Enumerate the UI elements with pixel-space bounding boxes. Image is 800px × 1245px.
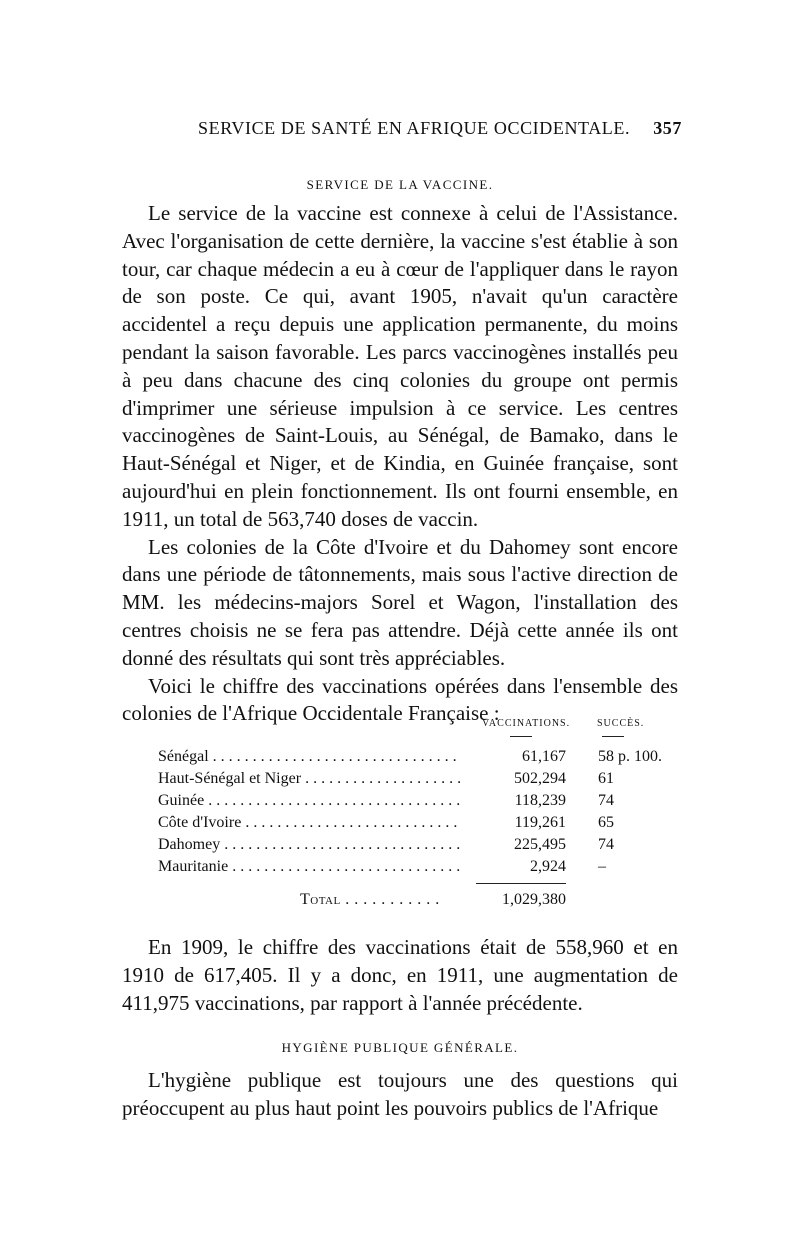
column-header-vaccinations: VACCINATIONS. [482,718,571,729]
vaccinations-value: 2,924 [530,858,566,875]
vaccinations-value: 119,261 [514,814,566,831]
running-head-title: SERVICE DE SANTÉ EN AFRIQUE OCCIDENTALE. [198,118,631,138]
total-row [300,888,600,912]
running-head [198,118,682,146]
succes-value: 61 [598,770,614,787]
paragraph: En 1909, le chiffre des vaccinations était de 558,960 et en 1910 de 617,405. Il y a donc, en 1911, une augmentation de 411,975 vaccinations, par rapport à l'année précédente. [122,935,678,1015]
section-vaccine-body [122,200,678,728]
paragraph: L'hygiène publique est toujours une des questions qui préoccupent au plus haut point les pouvoirs publics de l'Afrique [122,1068,678,1120]
table-row [158,790,678,812]
succes-value: – [598,858,606,875]
succes-value: 74 [598,836,614,853]
column-header-succes: SUCCÈS. [597,718,645,729]
colony-name: Sénégal . . . [158,746,460,768]
total-rule [476,883,566,884]
header-dash [510,736,532,737]
vaccinations-value: 118,239 [514,792,566,809]
total-value: 1,029,380 [502,891,566,908]
total-label: Total . . . [300,888,440,912]
table-row [158,746,678,768]
succes-value: 58 p. 100. [598,748,662,765]
paragraph: Le service de la vaccine est connexe à celui de l'Assistance. Avec l'organisation de cette dernière, la vaccine s'est établie à son tour, car chaque médecin a eu à cœur de l'appliquer dans le rayon de son poste. Ce qui, avant 1905, n'avait qu'un caractère accidentel a reçu depuis une application permanente, du moins pendant la saison favorable. Les parcs vaccinogènes installés peu à peu dans chacune des cinq colonies du groupe ont permis d'imprimer une sérieuse impulsion à ce service. Les centres vaccinogènes de Saint-Louis, au Sénégal, de Bamako, dans le Haut-Sénégal et Niger, et de Kindia, en Guinée française, sont aujourd'hui en plein fonctionnement. Ils ont fourni ensemble, en 1911, un total de 563,740 doses de vaccin. [122,201,678,531]
section-title-hygiene: HYGIÈNE PUBLIQUE GÉNÉRALE. [281,1040,519,1055]
succes-value: 74 [598,792,614,809]
table-row [158,768,678,790]
colony-name: Haut-Sénégal et Niger . . . [158,768,460,790]
colony-name: Mauritanie . . . [158,856,460,878]
table-row [158,812,678,834]
header-dash [602,736,624,737]
vaccinations-value: 502,294 [514,770,566,787]
colony-name: Dahomey . . . [158,834,460,856]
succes-value: 65 [598,814,614,831]
paragraph: Voici le chiffre des vaccinations opérées dans l'ensemble des colonies de l'Afrique Occidentale Française : [122,673,678,726]
colony-name: Côte d'Ivoire . . . [158,812,460,834]
table-row [158,856,678,878]
vaccinations-value: 61,167 [522,748,566,765]
section-hygiene-body [122,1067,678,1123]
page-number: 357 [653,118,682,138]
paragraph: Les colonies de la Côte d'Ivoire et du Dahomey sont encore dans une période de tâtonnements, mais sous l'active direction de MM. les médecins-majors Sorel et Wagon, l'installation des centres choisis ne se fera pas attendre. Déjà cette année ils ont donné des résultats qui sont très appréciables. [122,534,678,670]
paragraph-after-table-block [122,934,678,1017]
colony-name: Guinée . . . [158,790,460,812]
vaccinations-value: 225,495 [514,836,566,853]
table-row [158,834,678,856]
vaccination-table [158,746,678,878]
section-title-vaccine: SERVICE DE LA VACCINE. [306,177,494,192]
